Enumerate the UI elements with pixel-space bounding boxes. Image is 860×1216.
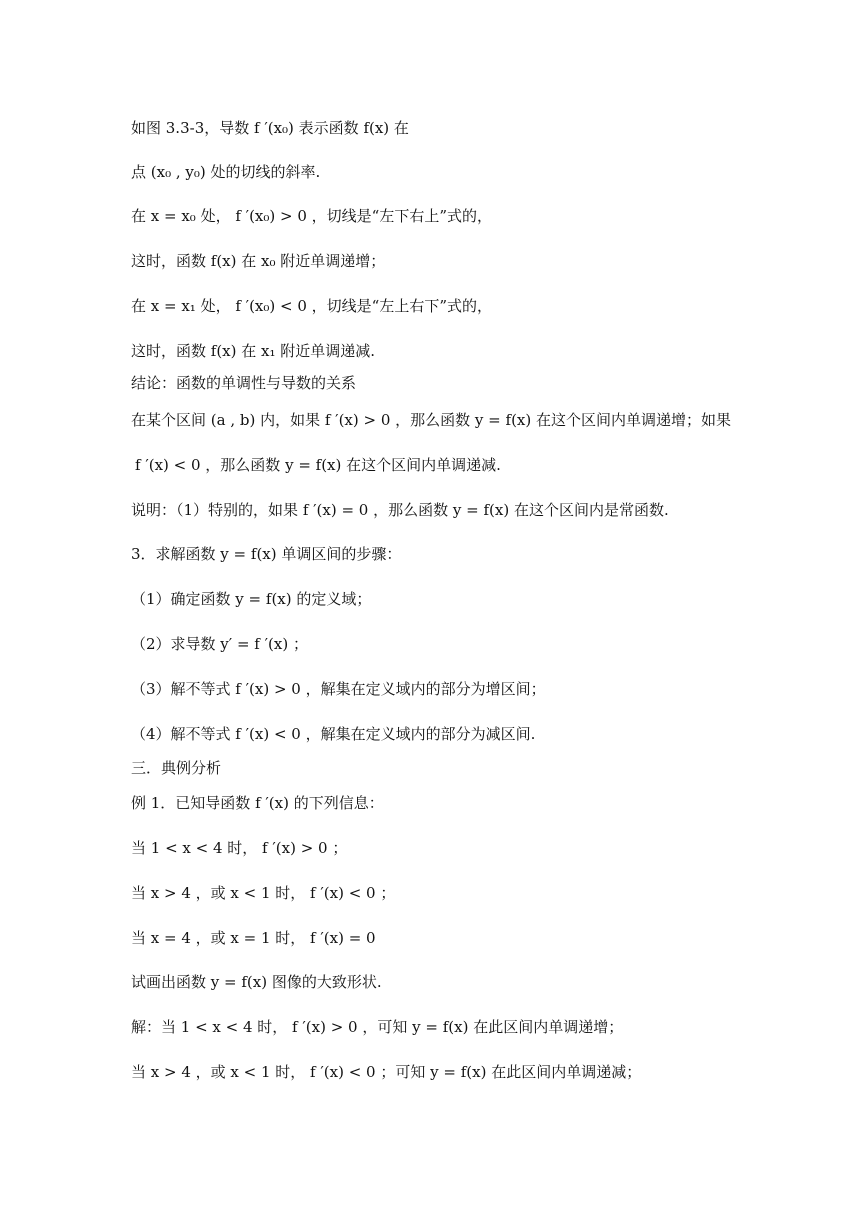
step-1: （1）确定函数 y = f(x) 的定义域； [131, 590, 372, 608]
text-line-5: 在 x = x₁ 处， f ′(x₀) < 0 ，切线是“左上右下”式的， [131, 297, 492, 315]
step-2: （2）求导数 y′ = f ′(x) ； [131, 635, 308, 653]
solution-line-1: 解：当 1 < x < 4 时， f ′(x) > 0 ，可知 y = f(x) 在此区间内单调递增； [131, 1018, 624, 1036]
example-1-cond-1: 当 1 < x < 4 时， f ′(x) > 0 ； [131, 839, 348, 857]
text-line-1: 如图 3.3-3，导数 f ′(x₀) 表示函数 f(x) 在 [131, 119, 409, 137]
text-line-4: 这时，函数 f(x) 在 x₀ 附近单调递增； [131, 252, 386, 270]
step-3: （3）解不等式 f ′(x) > 0 ，解集在定义域内的部分为增区间； [131, 680, 546, 698]
step-4: （4）解不等式 f ′(x) < 0 ，解集在定义域内的部分为减区间. [131, 725, 536, 743]
example-1-cond-3: 当 x = 4 ，或 x = 1 时， f ′(x) = 0 [131, 929, 376, 947]
section-examples: 三．典例分析 [131, 759, 222, 777]
section-conclusion: 结论：函数的单调性与导数的关系 [131, 374, 357, 392]
example-1-cond-2: 当 x > 4 ，或 x < 1 时， f ′(x) < 0 ； [131, 884, 396, 902]
solution-line-2: 当 x > 4 ，或 x < 1 时， f ′(x) < 0 ；可知 y = f(x) 在此区间内单调递减； [131, 1063, 642, 1081]
text-line-6: 这时，函数 f(x) 在 x₁ 附近单调递减. [131, 342, 376, 360]
example-1-title: 例 1．已知导函数 f ′(x) 的下列信息： [131, 794, 384, 812]
text-line-2: 点 (x₀ , y₀) 处的切线的斜率. [131, 163, 321, 181]
example-1-task: 试画出函数 y = f(x) 图像的大致形状. [131, 973, 382, 991]
text-line-8: 在某个区间 (a , b) 内，如果 f ′(x) > 0 ，那么函数 y = f(x) 在这个区间内单调递增；如果 [131, 411, 731, 429]
steps-heading: 3．求解函数 y = f(x) 单调区间的步骤： [131, 545, 402, 563]
text-line-10: 说明：（1）特别的，如果 f ′(x) = 0 ，那么函数 y = f(x) 在这个区间内是常函数. [131, 501, 669, 519]
text-line-3: 在 x = x₀ 处， f ′(x₀) > 0 ，切线是“左下右上”式的， [131, 207, 492, 225]
text-line-9: f ′(x) < 0 ，那么函数 y = f(x) 在这个区间内单调递减. [135, 456, 501, 474]
